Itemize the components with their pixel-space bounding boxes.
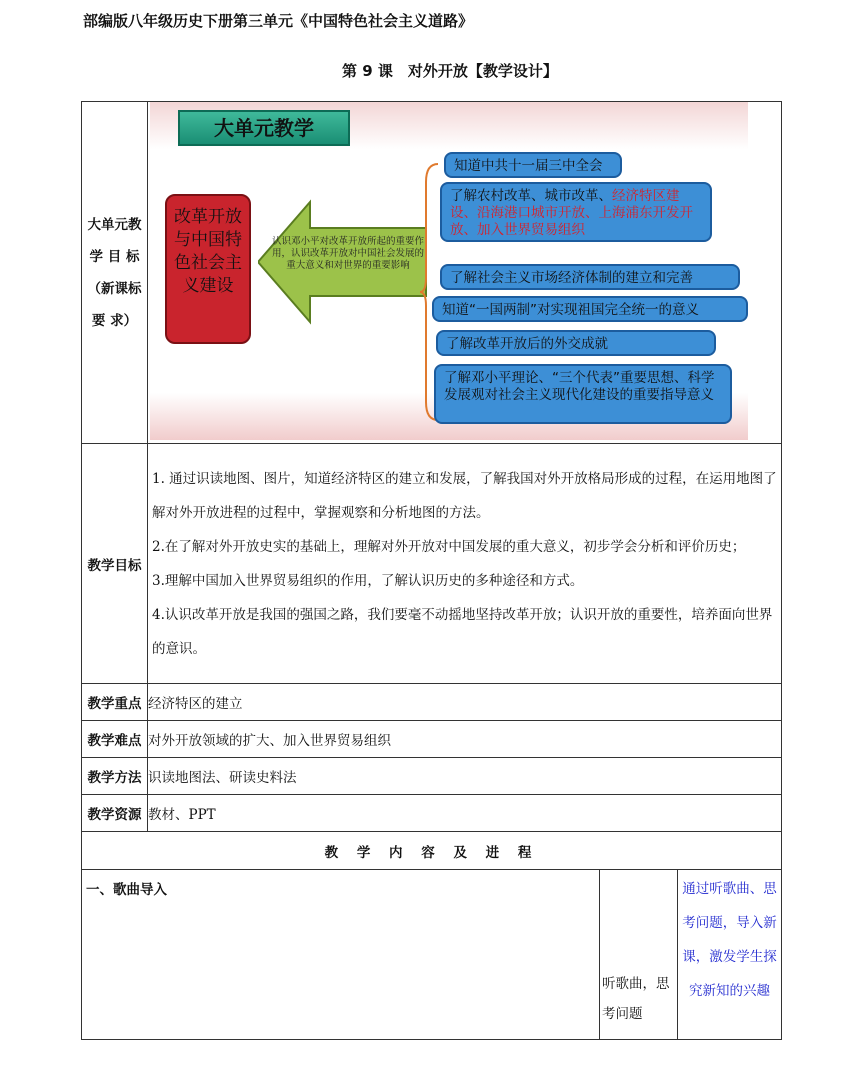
goal-item: 了解社会主义市场经济体制的建立和完善 [440, 264, 740, 290]
goal-item: 了解改革开放后的外交成就 [436, 330, 716, 356]
method-label: 教学方法 [82, 758, 148, 795]
arrow-text: 认识邓小平对改革开放所起的重要作用，认识改革开放对中国社会发展的重大意义和对世界的重要影响 [272, 236, 425, 271]
difficulty-row [82, 721, 782, 758]
method-value: 识读地图法、研读史料法 [148, 758, 782, 795]
design-intent: 通过听歌曲、思考问题，导入新课，激发学生探究新知的兴趣 [678, 870, 782, 1040]
banner-title: 大单元教学 [178, 110, 350, 146]
difficulty-label: 教学难点 [82, 721, 148, 758]
unit-goal-row [82, 102, 782, 444]
objective-item: 1. 通过识读地图、图片，知道经济特区的建立和发展，了解我国对外开放格局形成的过程，在运用地图了解对外开放进程的过程中，掌握观察和分析地图的方法。 [152, 470, 777, 521]
document-header: 部编版八年级历史下册第三单元《中国特色社会主义道路》 [83, 12, 474, 30]
key-point-label: 教学重点 [82, 684, 148, 721]
key-point-row [82, 684, 782, 721]
process-heading-row [82, 832, 782, 870]
process-section-title: 一、歌曲导入 [82, 870, 600, 1040]
goal-item: 了解邓小平理论、“三个代表”重要思想、科学发展观对社会主义现代化建设的重要指导意义 [434, 364, 732, 424]
unit-goal-label: 大单元教 学 目 标 （新课标 要 求） [82, 102, 148, 444]
student-activity: 听歌曲，思考问题 [600, 870, 678, 1040]
resources-row [82, 795, 782, 832]
objective-item: 2.在了解对外开放史实的基础上，理解对外开放对中国发展的重大意义，初步学会分析和评价历史； [152, 538, 746, 555]
process-row [82, 870, 782, 1040]
lesson-table [81, 101, 782, 1040]
objectives-content [148, 444, 782, 684]
resources-label: 教学资源 [82, 795, 148, 832]
unit-goal-graphic [150, 102, 748, 440]
objective-item: 4.认识改革开放是我国的强国之路，我们要毫不动摇地坚持改革开放；认识开放的重要性，培养面向世界的意识。 [152, 606, 773, 657]
goal-item: 知道“一国两制”对实现祖国完全统一的意义 [432, 296, 748, 322]
core-theme-box: 改革开放与中国特色社会主义建设 [165, 194, 251, 344]
objective-item: 3.理解中国加入世界贸易组织的作用，了解认识历史的多种途径和方式。 [152, 572, 584, 589]
difficulty-value: 对外开放领域的扩大、加入世界贸易组织 [148, 721, 782, 758]
resources-value: 教材、PPT [148, 795, 782, 832]
goal-item: 了解农村改革、城市改革、经济特区建设、沿海港口城市开放、上海浦东开发开放、加入世界贸易组织 [440, 182, 712, 242]
process-heading: 教 学 内 容 及 进 程 [82, 832, 782, 870]
objectives-label: 教学目标 [82, 444, 148, 684]
objectives-row [82, 444, 782, 684]
key-point-value: 经济特区的建立 [148, 684, 782, 721]
method-row [82, 758, 782, 795]
lesson-title: 第 9 课 对外开放【教学设计】 [342, 62, 558, 80]
goal-item: 知道中共十一届三中全会 [444, 152, 622, 178]
